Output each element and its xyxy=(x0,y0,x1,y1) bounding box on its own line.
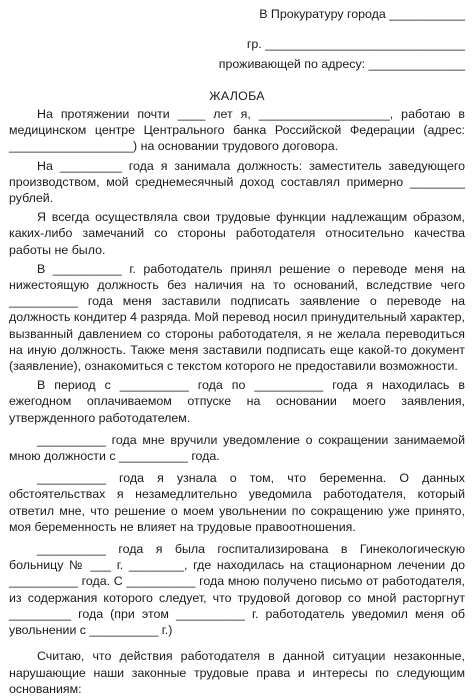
document-title: ЖАЛОБА xyxy=(209,89,265,103)
addressee-block xyxy=(165,4,465,74)
paragraph: Я всегда осуществляла свои трудовые функции надлежащим образом, каких-либо замечаний со стороны работодателя относительно качества работы не было. xyxy=(9,210,465,257)
paragraph: На протяжении почти ____ лет я, ___________________, работаю в медицинском центре Центрального банка Российской Федерации (адрес: __________________) на основании трудового договора. xyxy=(9,107,465,154)
paragraph: На _________ года я занимала должность: заместитель заведующего производством, мой среднемесячный доход составлял примерно ________ рублей. xyxy=(9,158,465,206)
paragraph: Считаю, что действия работодателя в данной ситуации незаконные, нарушающие наши законные трудовые права и интересы по следующим основаниям: xyxy=(9,649,465,696)
sender-address-line: проживающей по адресу: ______________ xyxy=(218,57,465,71)
complaint-body xyxy=(9,106,465,700)
paragraph: __________ года я узнала о том, что беременна. О данных обстоятельствах я незамедлительно уведомила работодателя, который ответил мне, что решение о моем увольнении по сокращению уже принято, моя беременность не влияет на трудовые правоотношения. xyxy=(9,471,465,534)
sender-name-line: гр. _____________________________ xyxy=(246,37,465,51)
paragraph: В __________ г. работодатель принял решение о переводе меня на нижестоящую должность без наличия на то оснований, вследствие чего __________ года меня заставили подписать заявление о переводе на должность кондитер 4 разряда. Мой перевод носил принудительный характер, вызванный давлением со стороны работодателя, я не желала переводиться на иную должность. Также меня заставили подписать еще какой-то документ (заявление), ознакомиться с текстом которого не предоставили возможности. xyxy=(9,261,465,374)
paragraph: __________ года я была госпитализирована в Гинекологическую больницу № ___ г. ________, где находилась на стационарном лечении до __________ года. С __________ года мною получено письмо от работодателя, из содержания которого следует, что трудовой договор со мной расторгнут _________ года (при этом __________ г. работодатель уведомил меня об увольнении с __________ г.) xyxy=(9,542,465,638)
paragraph: В период с __________ года по __________ года я находилась в ежегодном оплачиваемом отпуске на основании моего заявления, утвержденного работодателем. xyxy=(9,378,465,425)
paragraph: __________ года мне вручили уведомление о сокращении занимаемой мною должности с __________ года. xyxy=(9,432,465,464)
addressee-line: В Прокуратуру города ___________ xyxy=(259,7,465,21)
